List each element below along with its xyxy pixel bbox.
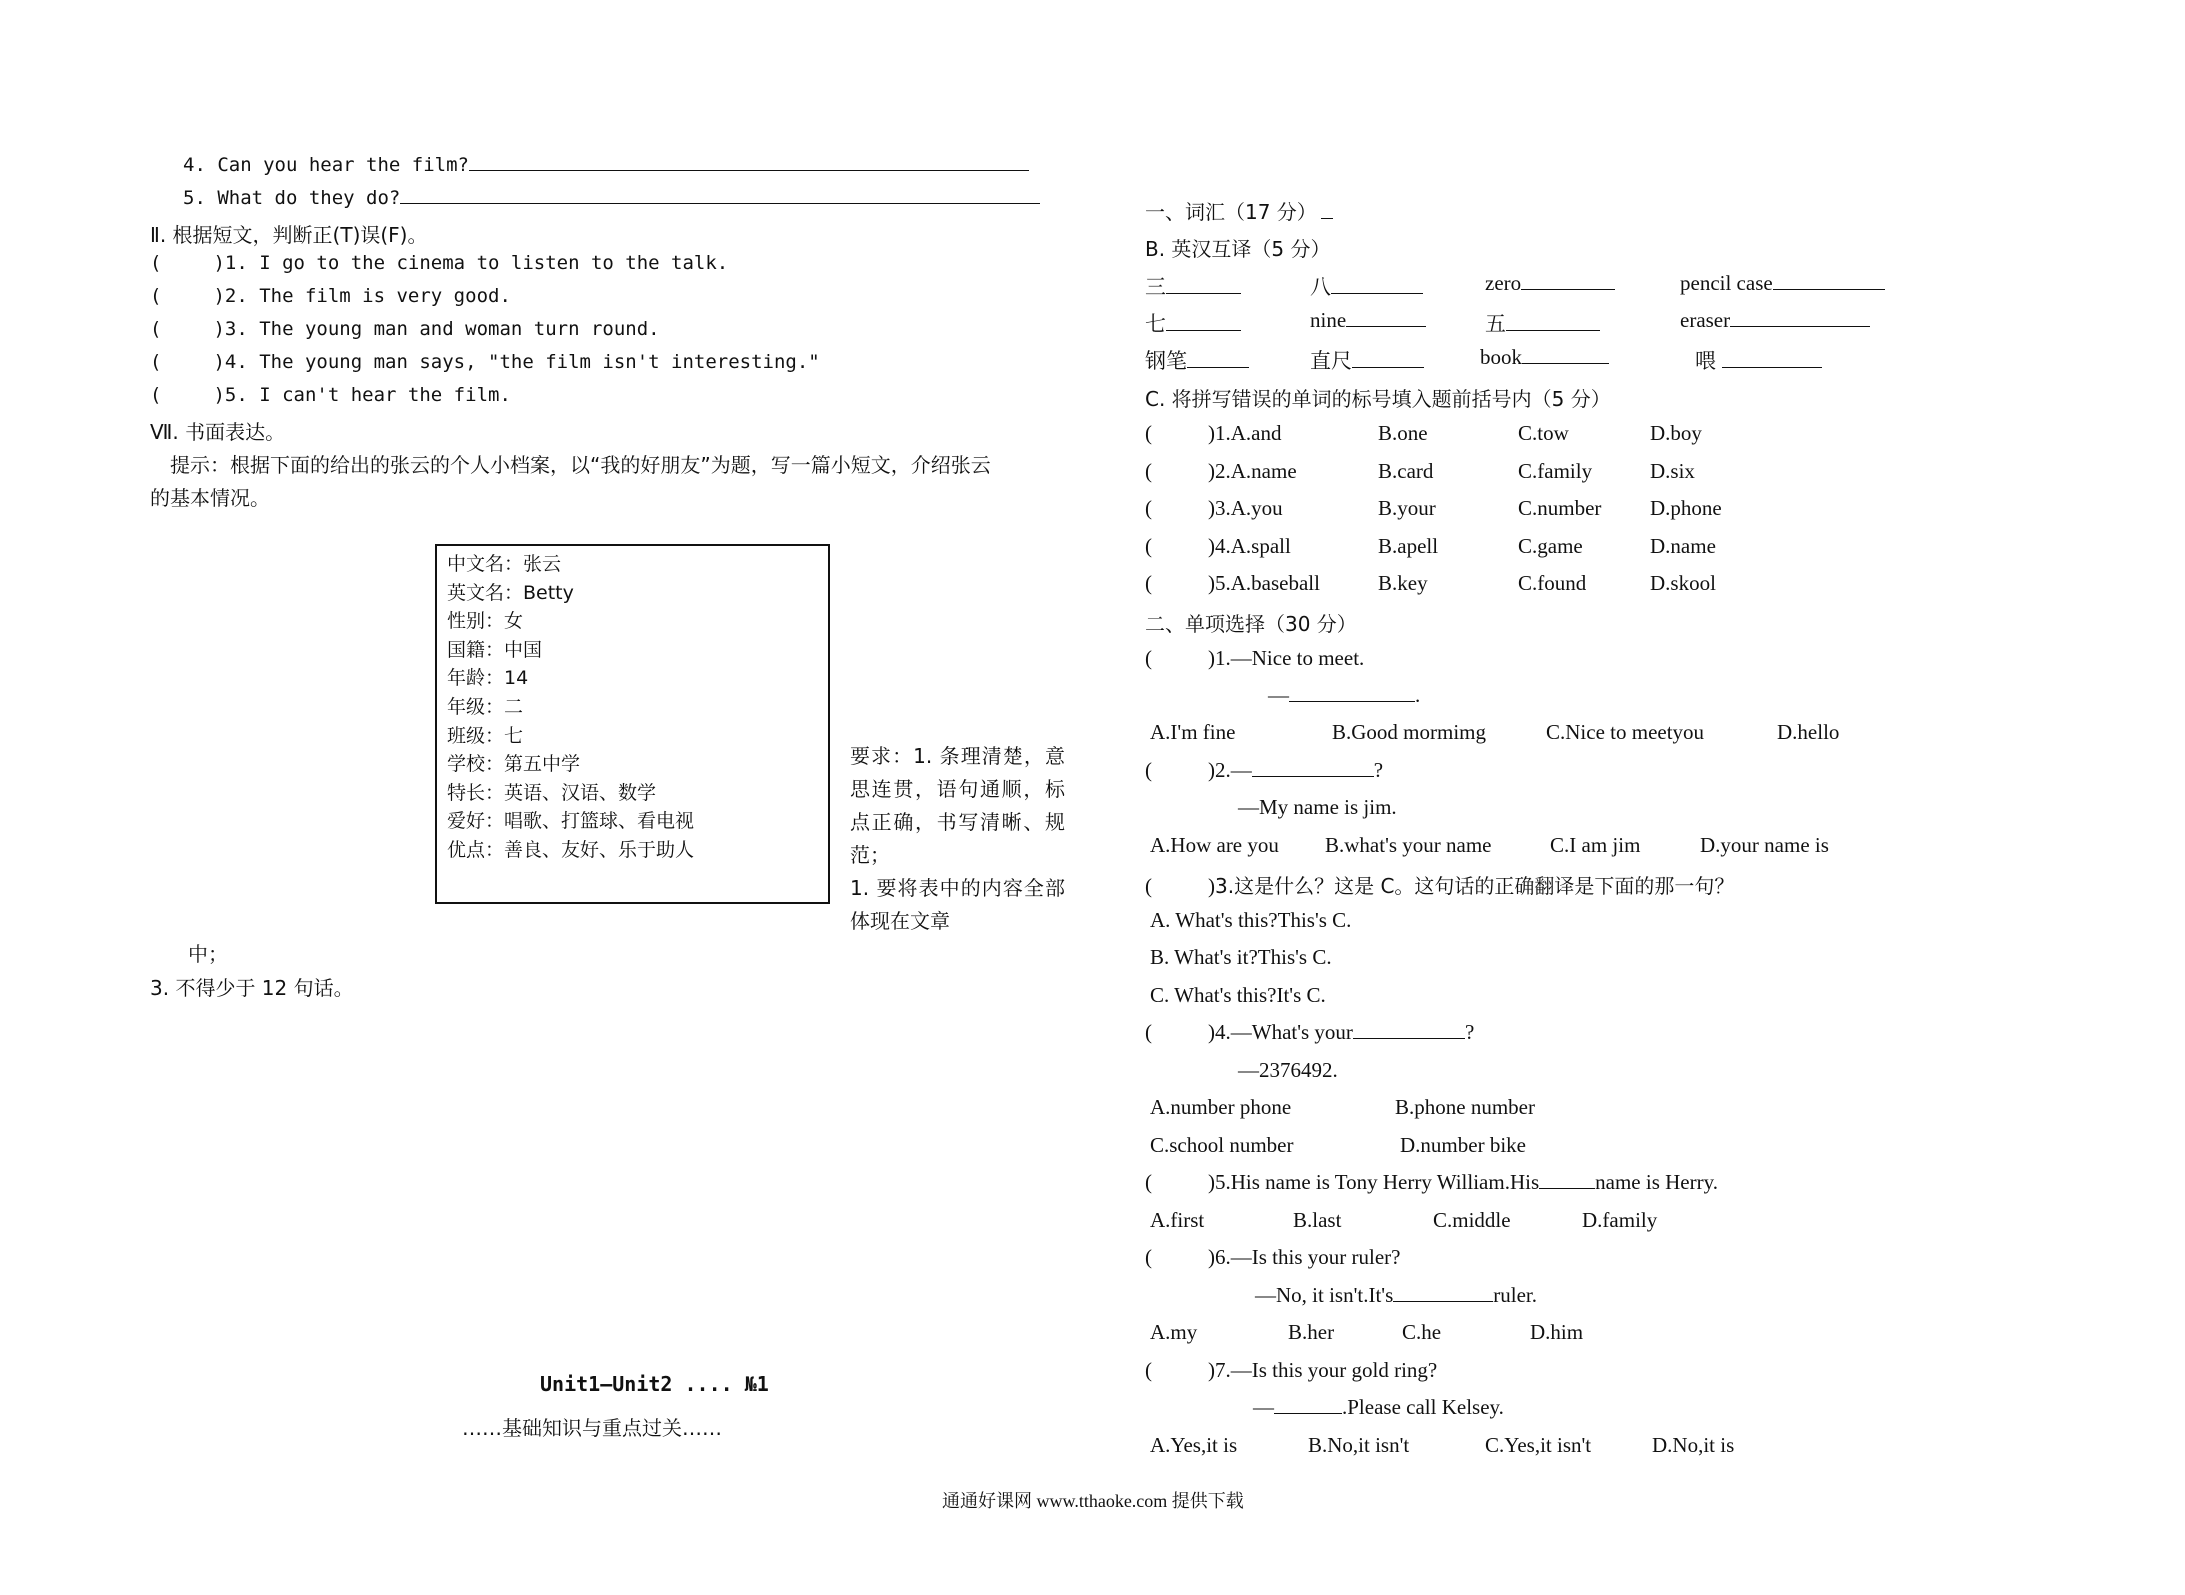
spelling-option[interactable]: D.boy <box>1650 421 1702 445</box>
mc-option[interactable]: A.How are you <box>1150 833 1279 857</box>
spelling-option[interactable]: D.name <box>1650 533 1716 558</box>
translation-item: eraser <box>1680 308 1870 333</box>
mc-answer-2: —My name is jim. <box>1238 795 1397 819</box>
mc-option[interactable]: B. What's it?This's C. <box>1150 945 1332 969</box>
page-footer: 通通好课网 www.tthaoke.com 提供下载 <box>942 1491 1244 1511</box>
mc-option[interactable]: C.I am jim <box>1550 833 1641 857</box>
answer-paren[interactable]: ( )1.A.and <box>1145 421 1282 445</box>
mc-option[interactable]: A.my <box>1150 1320 1198 1344</box>
spelling-option[interactable]: C.family <box>1518 458 1593 483</box>
section-2-title: Ⅱ. 根据短文，判断正(T)误(F)。 <box>150 223 428 247</box>
mc-option[interactable]: D.number bike <box>1400 1133 1526 1157</box>
spelling-option[interactable]: A.spall <box>1230 533 1291 558</box>
answer-paren[interactable]: ( )4.A.spall <box>1145 533 1291 558</box>
question-5 <box>183 187 1040 209</box>
profile-line: 性别：女 <box>447 610 524 633</box>
spelling-option[interactable]: B.apell <box>1378 533 1439 558</box>
mc-option[interactable]: B.what's your name <box>1325 833 1492 857</box>
mc-answer-6: —No, it isn't.It's ruler. <box>1255 1283 1537 1307</box>
requirement-2: 1. 要将表中的内容全部体现在文章 <box>850 876 1065 933</box>
mc-option[interactable]: A.first <box>1150 1208 1205 1232</box>
mc-option[interactable]: D.family <box>1582 1208 1658 1232</box>
mc-question-3: ( )3.这是什么？这是 C。这句话的正确翻译是下面的那一句？ <box>1145 874 1735 898</box>
mc-option[interactable]: B.her <box>1288 1320 1335 1344</box>
translation-item: 五 <box>1485 308 1600 338</box>
writing-requirements <box>850 740 1065 938</box>
spelling-option[interactable]: D.skool <box>1650 571 1716 595</box>
mc-option[interactable]: C.Nice to meetyou <box>1546 720 1705 744</box>
part-b-title: B. 英汉互译（5 分） <box>1145 237 1331 261</box>
spelling-option[interactable]: C.game <box>1518 533 1583 558</box>
profile-line: 英文名：Betty <box>447 581 574 604</box>
spelling-option[interactable]: B.your <box>1378 496 1436 520</box>
question-4-text: 4. Can you hear the film? <box>183 154 469 176</box>
question-4 <box>183 154 1029 176</box>
tf-item: ( )4. The young man says, "the film isn't interesting." <box>150 351 820 373</box>
answer-paren[interactable]: ( )3.A.you <box>1145 496 1283 520</box>
tf-item: ( )2. The film is very good. <box>150 285 511 307</box>
writing-hint-line2: 的基本情况。 <box>150 486 270 510</box>
profile-line: 国籍：中国 <box>447 638 543 661</box>
profile-line: 学校：第五中学 <box>447 753 581 776</box>
spelling-option[interactable]: A.name <box>1230 458 1297 483</box>
mc-question-5: ( )5.His name is Tony Herry William.His name is Herry. <box>1145 1170 1718 1194</box>
mc-answer-4: —2376492. <box>1238 1058 1338 1082</box>
mc-option[interactable]: A. What's this?This's C. <box>1150 908 1352 932</box>
spelling-option[interactable]: C.tow <box>1518 421 1569 445</box>
translation-item: 七 <box>1145 308 1241 338</box>
profile-line: 爱好：唱歌、打篮球、看电视 <box>447 810 695 833</box>
answer-blank[interactable] <box>469 169 1029 171</box>
spelling-option[interactable]: D.six <box>1650 458 1695 483</box>
profile-line: 特长：英语、汉语、数学 <box>447 781 657 804</box>
mc-question-4: ( )4.—What's your ? <box>1145 1020 1475 1044</box>
profile-line: 中文名：张云 <box>447 553 562 575</box>
mc-question-7: ( )7.—Is this your gold ring? <box>1145 1358 1438 1382</box>
spelling-option[interactable]: A.you <box>1230 496 1283 520</box>
translation-item: zero <box>1485 271 1615 296</box>
profile-line: 年级：二 <box>447 695 524 718</box>
unit-subtitle: ……基础知识与重点过关…… <box>462 1416 722 1440</box>
mc-option[interactable]: D.him <box>1530 1320 1584 1344</box>
mc-option[interactable]: A.number phone <box>1150 1095 1292 1119</box>
mc-option[interactable]: C.school number <box>1150 1133 1294 1157</box>
question-5-text: 5. What do they do? <box>183 187 401 209</box>
translation-item: 钢笔 <box>1145 345 1249 375</box>
mc-option[interactable]: C. What's this?It's C. <box>1150 983 1326 1007</box>
spelling-option[interactable]: B.one <box>1378 421 1428 445</box>
part-c-title: C. 将拼写错误的单词的标号填入题前括号内（5 分） <box>1145 387 1611 411</box>
spelling-option[interactable]: A.and <box>1230 421 1282 445</box>
translation-item: 三 <box>1145 271 1241 301</box>
spelling-option[interactable]: B.key <box>1378 571 1428 595</box>
section-1-title: 一、词汇（17 分） <box>1145 196 1333 225</box>
tf-item: ( )5. I can't hear the film. <box>150 384 511 406</box>
profile-line: 班级：七 <box>447 724 524 747</box>
requirement-continued: 中； <box>188 942 228 966</box>
unit-title: Unit1—Unit2 .... №1 <box>540 1372 769 1396</box>
translation-item: 直尺 <box>1310 345 1424 375</box>
spelling-option[interactable]: A.baseball <box>1230 571 1320 595</box>
spelling-option[interactable]: B.card <box>1378 458 1434 483</box>
mc-option[interactable]: D.your name is <box>1700 833 1829 857</box>
profile-card <box>435 544 830 904</box>
mc-question-2: ( )2.— ? <box>1145 758 1384 782</box>
mc-option[interactable]: B.phone number <box>1395 1095 1535 1119</box>
section-2-mc-title: 二、单项选择（30 分） <box>1145 612 1357 636</box>
profile-line: 优点：善良、友好、乐于助人 <box>447 838 695 861</box>
mc-option[interactable]: D.hello <box>1777 720 1840 744</box>
translation-item: book <box>1480 345 1609 370</box>
mc-option[interactable]: A.Yes,it is <box>1150 1433 1238 1457</box>
writing-hint-line1: 提示：根据下面的给出的张云的个人小档案，以“我的好朋友”为题，写一篇小短文，介绍张云 <box>170 453 991 477</box>
translation-item: pencil case <box>1680 271 1885 296</box>
spelling-option[interactable]: D.phone <box>1650 496 1722 520</box>
translation-item: 八 <box>1310 271 1423 301</box>
mc-answer-1: — . <box>1268 683 1421 707</box>
mc-option[interactable]: B.No,it isn't <box>1308 1433 1410 1457</box>
translation-item: 喂 <box>1695 345 1822 375</box>
mc-option[interactable]: C.middle <box>1433 1208 1511 1232</box>
requirement-1: 要求：1. 条理清楚，意思连贯，语句通顺，标点正确，书写清晰、规范； <box>850 744 1065 867</box>
mc-question-6: ( )6.—Is this your ruler? <box>1145 1245 1401 1269</box>
requirement-3: 3. 不得少于 12 句话。 <box>150 976 354 1000</box>
underscore-mark <box>1321 217 1333 219</box>
translation-item: nine <box>1310 308 1426 333</box>
mc-option[interactable]: C.Yes,it isn't <box>1485 1433 1592 1457</box>
mc-option[interactable]: B.Good mormimg <box>1332 720 1487 744</box>
mc-answer-7: — .Please call Kelsey. <box>1253 1395 1504 1419</box>
answer-blank[interactable] <box>400 202 1040 204</box>
answer-paren[interactable]: ( )2.A.name <box>1145 458 1297 483</box>
mc-option[interactable]: B.last <box>1293 1208 1342 1232</box>
mc-option[interactable]: D.No,it is <box>1652 1433 1735 1457</box>
spelling-option[interactable]: C.found <box>1518 571 1587 595</box>
mc-option[interactable]: A.I'm fine <box>1150 720 1236 744</box>
answer-paren[interactable]: ( )5.A.baseball <box>1145 571 1320 595</box>
mc-question-1: ( )1.—Nice to meet. <box>1145 646 1365 670</box>
section-7-title: Ⅶ. 书面表达。 <box>150 420 286 444</box>
profile-line: 年龄：14 <box>447 667 529 690</box>
tf-item: ( )1. I go to the cinema to listen to the talk. <box>150 252 729 274</box>
spelling-option[interactable]: C.number <box>1518 496 1602 520</box>
mc-option[interactable]: C.he <box>1402 1320 1442 1344</box>
tf-item: ( )3. The young man and woman turn round. <box>150 318 660 340</box>
